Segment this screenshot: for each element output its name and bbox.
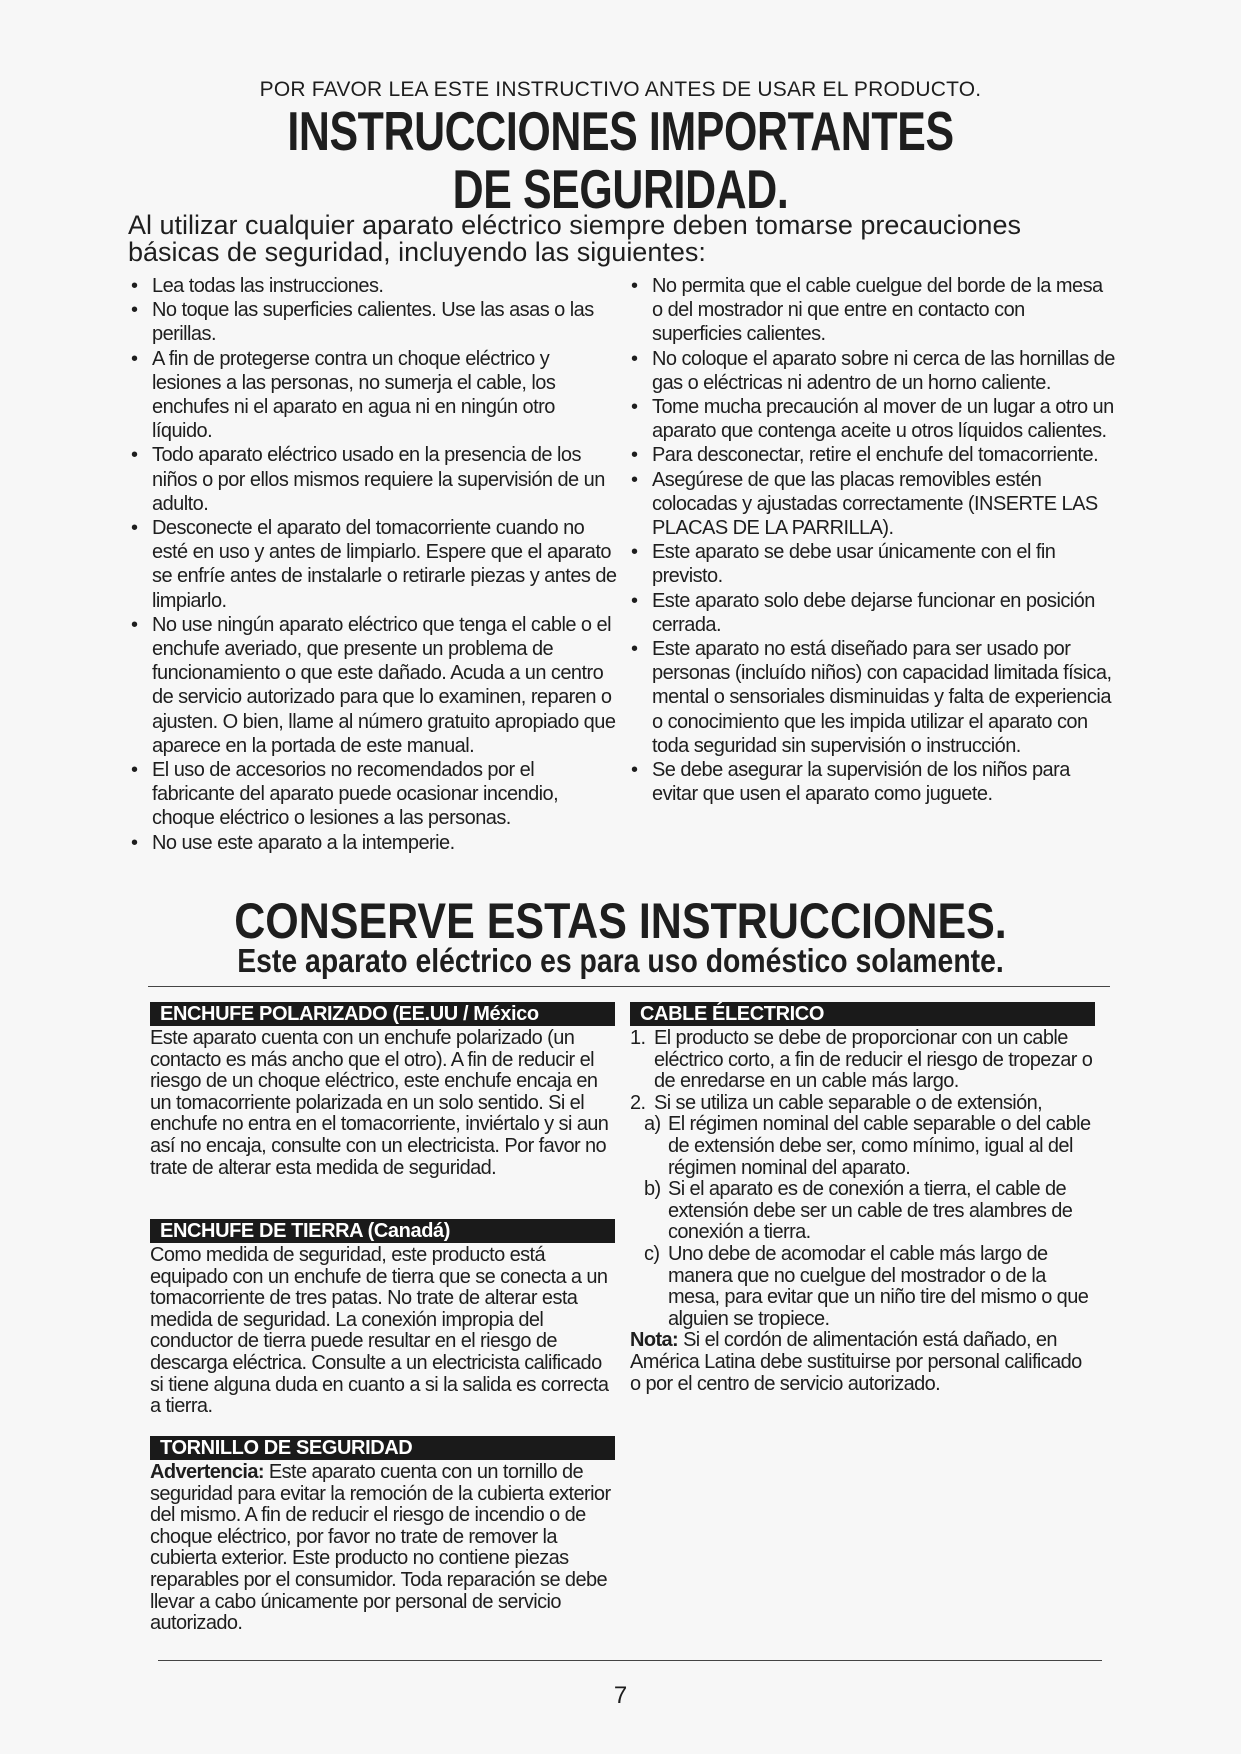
bullet-icon: •: [631, 444, 638, 467]
list-item-text: El producto se debe de proporcionar con un cable eléctrico corto, a fin de reducir el riesgo de tropezar o de enredarse en un cable más largo.: [654, 1027, 1093, 1093]
bullet-icon: •: [631, 275, 638, 297]
list-item: [128, 758, 618, 831]
list-item-text: Este aparato no está diseñado para ser usado por personas (incluído niños) con capacidad limitada física, mental o sensoriales disminuidas y falta de experiencia o conocimiento que les impida utilizar el aparato con toda seguridad sin supervisión o instrucción.: [652, 638, 1112, 757]
bullet-icon: •: [131, 347, 138, 370]
bullet-icon: •: [631, 759, 638, 782]
domestic-use-subheading: Este aparato eléctrico es para uso doméstico solamente.: [237, 942, 1004, 979]
ground-plug-text: Como medida de seguridad, este producto está equipado con un enchufe de tierra que se conecta a un tomacorriente de tres patas. No trate de alterar esta medida de seguridad. La conexión impropia del conductor de tierra puede resultar en el riesgo de descarga eléctrica. Consulte a un electricista calificado si tiene alguna duda en cuanto a si la salida es correcta a tierra.: [150, 1244, 609, 1418]
list-item-text: Para desconectar, retire el enchufe del tomacorriente.: [652, 444, 1099, 467]
safety-screw-heading: TORNILLO DE SEGURIDAD: [150, 1436, 615, 1460]
list-item-text: Uno debe de acomodar el cable más largo de manera que no cuelgue del mostrador o de la mesa, para evitar que un niño tire del mismo o que alguien se tropiece.: [668, 1242, 1089, 1330]
list-item: [628, 758, 1118, 806]
safety-screw-section: [150, 1436, 615, 1635]
top-note: POR FAVOR LEA ESTE INSTRUCTIVO ANTES DE USAR EL PRODUCTO.: [259, 78, 982, 101]
list-item: [628, 468, 1118, 541]
polarized-plug-heading: ENCHUFE POLARIZADO (EE.UU / México: [150, 1002, 615, 1026]
list-item: [630, 1093, 1095, 1115]
list-item-text: Lea todas las instrucciones.: [152, 275, 384, 297]
note-label: Nota:: [630, 1329, 679, 1352]
list-marker: 2.: [630, 1091, 646, 1114]
list-item-text: Este aparato se debe usar únicamente con el fin previsto.: [652, 541, 1056, 588]
list-item: [128, 831, 618, 855]
polarized-plug-section: [150, 1002, 615, 1179]
list-item-text: No coloque el aparato sobre ni cerca de las hornillas de gas o eléctricas ni adentro de un horno caliente.: [652, 347, 1115, 394]
list-item: [628, 637, 1118, 758]
left-bullet-column: [128, 274, 618, 855]
bullet-icon: •: [131, 275, 138, 297]
list-item: [128, 443, 618, 516]
conserve-heading: CONSERVE ESTAS INSTRUCCIONES.: [234, 893, 1007, 949]
list-item-text: Si el aparato es de conexión a tierra, el cable de extensión debe ser un cable de tres alambres de conexión a tierra.: [668, 1178, 1073, 1244]
list-marker: 1.: [630, 1027, 646, 1049]
list-item: [128, 298, 618, 346]
right-bullet-column: [628, 274, 1118, 806]
list-item: [128, 274, 618, 298]
page-number: 7: [613, 1682, 628, 1709]
list-item-text: No use este aparato a la intemperie.: [152, 831, 455, 854]
safety-screw-text: [150, 1462, 615, 1635]
title-line-1: INSTRUCCIONES IMPORTANTES: [287, 100, 954, 162]
list-item: [630, 1028, 1095, 1093]
list-item-text: No use ningún aparato eléctrico que tenga el cable o el enchufe averiado, que presente un problema de funcionamiento o que este dañado. Acuda a un centro de servicio autorizado para que lo examinen, reparen o ajusten. O bien, llame al número gratuito apropiado que aparece en la portada de este manual.: [152, 613, 616, 757]
list-item-text: Este aparato solo debe dejarse funcionar en posición cerrada.: [652, 589, 1095, 636]
list-item: [128, 516, 618, 613]
list-item: [628, 274, 1118, 347]
list-item-text: No permita que el cable cuelgue del borde de la mesa o del mostrador ni que entre en contacto con superficies calientes.: [652, 275, 1103, 346]
list-item-text: Asegúrese de que las placas removibles estén colocadas y ajustadas correctamente (INSERTE LAS PLACAS DE LA PARRILLA).: [652, 468, 1098, 540]
bullet-icon: •: [131, 613, 138, 636]
divider: [158, 1660, 1102, 1661]
list-item-text: No toque las superficies calientes. Use las asas o las perillas.: [152, 299, 594, 346]
list-item-text: Todo aparato eléctrico usado en la presencia de los niños o por ellos mismos requiere la supervisión de un adulto.: [152, 444, 605, 515]
warning-label: Advertencia:: [150, 1461, 264, 1483]
electric-cable-section: [630, 1002, 1095, 1395]
bullet-icon: •: [631, 347, 638, 370]
list-item-text: Si se utiliza un cable separable o de extensión,: [654, 1091, 1043, 1114]
list-item: [628, 589, 1118, 637]
sub-list-item: [630, 1179, 1095, 1244]
list-item: [628, 443, 1118, 467]
list-marker: c): [644, 1242, 660, 1265]
list-item-text: Desconecte el aparato del tomacorriente cuando no esté en uso y antes de limpiarlo. Espere que el aparato se enfríe antes de instalarle o retirarle piezas y antes de limpiarlo.: [152, 517, 617, 612]
intro-text: Al utilizar cualquier aparato eléctrico siempre deben tomarse precauciones básicas de seguridad, incluyendo las siguientes:: [128, 210, 1021, 267]
polarized-plug-text: Este aparato cuenta con un enchufe polarizado (un contacto es más ancho que el otro). A fin de reducir el riesgo de un choque eléctrico, este enchufe encaja en un tomacorriente polarizada en un solo sentido. Si el enchufe no entra en el tomacorriente, inviértalo y si aun así no encaja, consulte con un electricista. Por favor no trate de alterar esta medida de seguridad.: [150, 1027, 609, 1179]
list-item-text: El uso de accesorios no recomendados por el fabricante del aparato puede ocasionar incendio, choque eléctrico o lesiones a las personas.: [152, 759, 559, 830]
sub-list-item: [630, 1114, 1095, 1179]
page-title: [137, 102, 1105, 218]
bullet-icon: •: [131, 517, 138, 540]
list-item: [628, 395, 1118, 443]
bullet-icon: •: [131, 759, 138, 782]
list-item-text: Tome mucha precaución al mover de un lugar a otro un aparato que contenga aceite u otros líquidos calientes.: [652, 396, 1114, 443]
list-item: [128, 347, 618, 444]
list-item-text: El régimen nominal del cable separable o del cable de extensión debe ser, como mínimo, igual al del régimen nominal del aparato.: [668, 1113, 1091, 1179]
bullet-icon: •: [131, 444, 138, 467]
electric-cable-heading: CABLE ÉLECTRICO: [630, 1002, 1095, 1026]
list-item: [628, 540, 1118, 588]
bullet-icon: •: [631, 638, 638, 661]
list-marker: a): [644, 1113, 661, 1136]
list-item-text: A fin de protegerse contra un choque eléctrico y lesiones a las personas, no sumerja el cable, los enchufes ni el aparato en agua ni en ningún otro líquido.: [152, 347, 556, 443]
bullet-icon: •: [131, 299, 138, 322]
list-item: [628, 347, 1118, 395]
divider: [148, 986, 1110, 987]
warning-text: Este aparato cuenta con un tornillo de seguridad para evitar la remoción de la cubierta exterior del mismo. A fin de reducir el riesgo de incendio o de choque eléctrico, por favor no trate de remover la cubierta exterior. Este producto no contiene piezas reparables por el consumidor. Toda reparación se debe llevar a cabo únicamente por personal de servicio autorizado.: [150, 1461, 611, 1635]
list-item: [128, 613, 618, 758]
bullet-icon: •: [631, 468, 638, 491]
list-item-text: Se debe asegurar la supervisión de los niños para evitar que usen el aparato como juguete.: [652, 759, 1070, 806]
note-text: Si el cordón de alimentación está dañado, en América Latina debe sustituirse por personal calificado o por el centro de servicio autorizado.: [630, 1329, 1082, 1395]
cable-note: [630, 1330, 1095, 1395]
ground-plug-section: [150, 1219, 615, 1418]
bullet-icon: •: [631, 589, 638, 612]
sub-list-item: [630, 1244, 1095, 1330]
bullet-icon: •: [131, 831, 138, 854]
title-line-2: DE SEGURIDAD.: [452, 158, 789, 220]
bullet-icon: •: [631, 541, 638, 564]
list-marker: b): [644, 1178, 661, 1201]
ground-plug-heading: ENCHUFE DE TIERRA (Canadá): [150, 1219, 615, 1243]
bullet-icon: •: [631, 396, 638, 419]
